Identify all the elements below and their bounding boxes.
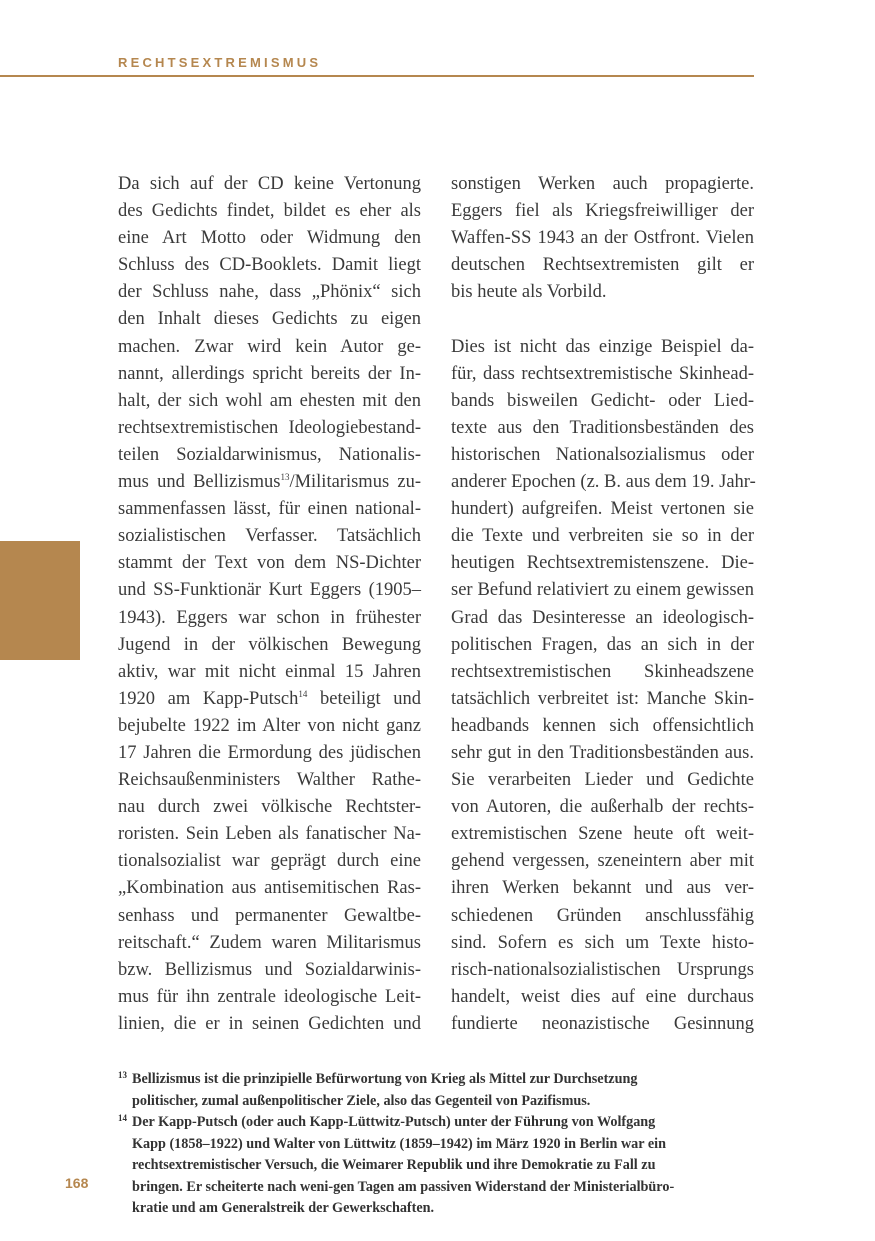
text-line: machen. Zwar wird kein Autor ge- <box>118 336 421 357</box>
text-line: Da sich auf der CD keine Vertonung <box>118 174 421 194</box>
text-line: Eggers fiel als Kriegsfreiwilliger der <box>451 201 754 222</box>
text-line: anderer Epochen (z. B. aus dem 19. Jahr- <box>451 472 756 493</box>
footnote-line: kratie und am Generalstreik der Gewerkschaften. <box>132 1200 435 1216</box>
footnote-number: 13 <box>118 1070 127 1080</box>
text-line <box>118 686 421 713</box>
text-line: die Texte und verbreiten sie so in der <box>451 526 754 547</box>
text-line: ser Befund relativiert zu einem gewissen <box>451 580 754 601</box>
right-column <box>451 171 754 1038</box>
text-line: mus für ihn zentrale ideologische Leit- <box>118 986 421 1007</box>
text-line: historischen Nationalsozialismus oder <box>451 444 754 465</box>
text-line: sammenfassen lässt, für einen national- <box>118 499 421 520</box>
text-line: des Gedichts findet, bildet es eher als <box>118 201 421 222</box>
text-line: Dies ist nicht das einzige Beispiel da- <box>451 336 754 357</box>
text-line: den Inhalt dieses Gedichts zu eigen <box>118 309 421 330</box>
text-line: gehend vergessen, szeneintern aber mit <box>451 851 754 872</box>
text-line: aktiv, war mit nicht einmal 15 Jahren <box>118 661 421 682</box>
text-line: Waffen-SS 1943 an der Ostfront. Vielen <box>451 228 754 249</box>
text-line: bis heute als Vorbild. <box>451 282 607 303</box>
text-line <box>118 469 421 496</box>
text-fragment: 1920 am Kapp-Putsch <box>118 688 299 709</box>
text-line: texte aus den Traditionsbeständen des <box>451 417 754 438</box>
text-line: hundert) aufgreifen. Meist vertonen sie <box>451 499 754 520</box>
footnote-line: politischer, zumal außenpolitischer Ziele, also das Gegenteil von Pazifismus. <box>132 1092 591 1109</box>
text-line: sozialistischen Verfasser. Tatsächlich <box>118 526 421 547</box>
text-line: teilen Sozialdarwinismus, Nationalis- <box>118 444 421 465</box>
text-line: bands bisweilen Gedicht- oder Lied- <box>451 390 754 411</box>
running-title: RECHTSEXTREMISMUS <box>118 55 322 70</box>
text-line: reitschaft.“ Zudem waren Militarismus <box>118 932 421 953</box>
text-line: eine Art Motto oder Widmung den <box>118 228 421 249</box>
left-column <box>118 171 421 1038</box>
footnote-line: rechtsextremistischer Versuch, die Weimarer Republik und ihre Demokratie zu Fall zu <box>132 1157 656 1173</box>
text-line: Schluss des CD-Booklets. Damit liegt <box>118 255 421 276</box>
text-line: schiedenen Gründen anschlussfähig <box>451 905 754 926</box>
text-line: 1943). Eggers war schon in frühester <box>118 607 421 628</box>
text-fragment: mus und Bellizismus <box>118 472 281 493</box>
text-line: bejubelte 1922 im Alter von nicht ganz <box>118 715 421 736</box>
footnote-line: Der Kapp-Putsch (oder auch Kapp-Lüttwitz-Putsch) unter der Führung von Wolfgang <box>132 1114 656 1130</box>
text-line: und SS-Funktionär Kurt Eggers (1905– <box>118 580 421 601</box>
text-line: 17 Jahren die Ermordung des jüdischen <box>118 742 421 763</box>
text-fragment: beteiligt und <box>307 688 421 709</box>
text-line: deutschen Rechtsextremisten gilt er <box>451 255 754 276</box>
header-rule <box>0 75 754 77</box>
text-line: risch-nationalsozialistischen Ursprungs <box>451 959 754 980</box>
text-line: Jugend in der völkischen Bewegung <box>118 634 421 655</box>
text-line: stammt der Text von dem NS-Dichter <box>118 553 421 574</box>
footnote-13 <box>118 1069 758 1112</box>
text-line: nau durch zwei völkische Rechtster- <box>118 797 421 818</box>
text-line: bzw. Bellizismus und Sozialdarwinis- <box>118 959 421 980</box>
text-line: rechtsextremistischen Ideologiebestand- <box>118 417 421 438</box>
page-number: 168 <box>65 1175 89 1191</box>
text-line: extremistischen Szene heute oft weit- <box>451 824 754 845</box>
footnote-14 <box>118 1112 758 1220</box>
text-line: politischen Fragen, das an sich in der <box>451 634 754 655</box>
paragraph-gap <box>451 306 754 333</box>
text-line: handelt, weist dies auf eine durchaus <box>451 986 754 1007</box>
text-line: sind. Sofern es sich um Texte histo- <box>451 932 754 953</box>
text-line: roristen. Sein Leben als fanatischer Na- <box>118 824 421 845</box>
text-line: headbands kennen sich offensichtlich <box>451 715 754 736</box>
text-fragment: /Militarismus zu- <box>289 472 421 493</box>
footnote-line: Kapp (1858–1922) und Walter von Lüttwitz (1859–1942) im März 1920 in Berlin war ein <box>132 1135 666 1152</box>
footnotes <box>118 1069 758 1220</box>
text-line: von Autoren, die außerhalb der rechts- <box>451 797 754 818</box>
text-line: ihren Werken bekannt und aus ver- <box>451 878 754 899</box>
text-line: der Schluss nahe, dass „Phönix“ sich <box>118 282 421 303</box>
footnote-ref-14[interactable]: 14 <box>298 688 308 699</box>
text-line: Grad das Desinteresse an ideologisch- <box>451 607 754 628</box>
footnote-ref-13[interactable]: 13 <box>280 472 290 483</box>
text-line: tatsächlich verbreitet ist: Manche Skin- <box>451 688 754 709</box>
text-line: Reichsaußenministers Walther Rathe- <box>118 770 421 791</box>
text-line: sonstigen Werken auch propagierte. <box>451 174 754 194</box>
text-line: heutigen Rechtsextremistenszene. Die- <box>451 553 754 574</box>
text-line: senhass und permanenter Gewaltbe- <box>118 905 421 926</box>
text-line: „Kombination aus antisemitischen Ras- <box>118 878 421 899</box>
footnote-line: Bellizismus ist die prinzipielle Befürwortung von Krieg als Mittel zur Durchsetzung <box>132 1071 638 1087</box>
text-line: fundierte neonazistische Gesinnung <box>451 1013 754 1034</box>
footnote-line: bringen. Er scheiterte nach weni-gen Tagen am passiven Widerstand der Ministerialbüro- <box>132 1178 675 1195</box>
text-line: linien, die er in seinen Gedichten und <box>118 1013 421 1034</box>
text-line: für, dass rechtsextremistische Skinhead- <box>451 363 754 384</box>
text-line: nannt, allerdings spricht bereits der In- <box>118 363 421 384</box>
text-line: halt, der sich wohl am ehesten mit den <box>118 390 421 411</box>
chapter-tab-marker <box>0 541 80 660</box>
text-line: rechtsextremistischen Skinheadszene <box>451 661 754 682</box>
footnote-number: 14 <box>118 1113 127 1123</box>
text-line: Sie verarbeiten Lieder und Gedichte <box>451 770 754 791</box>
text-line: sehr gut in den Traditionsbeständen aus. <box>451 742 754 763</box>
text-line: tionalsozialist war geprägt durch eine <box>118 851 421 872</box>
